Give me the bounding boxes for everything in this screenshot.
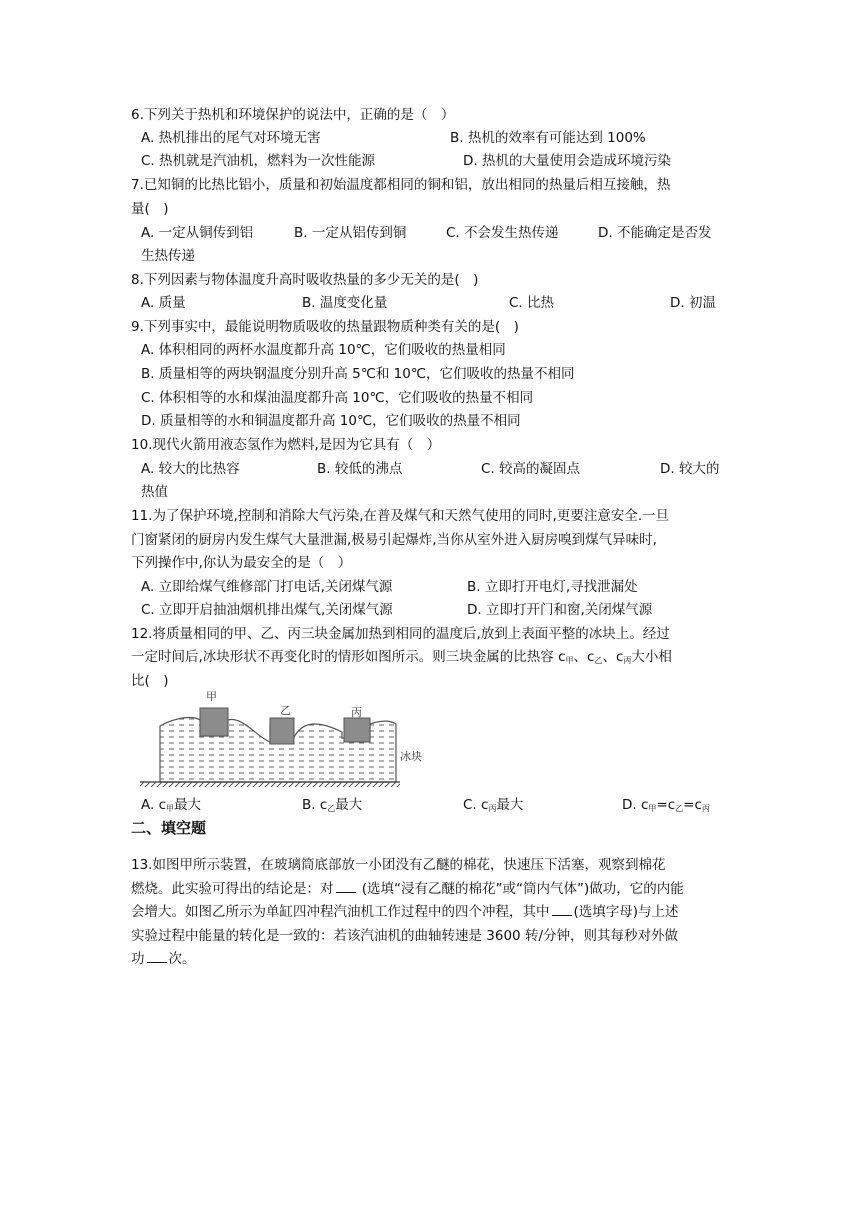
q12-option-a: A. $c_甲$最大 [141,797,202,813]
q11-option-c: C. 立即开启抽油烟机排出煤气,关闭煤气源 [141,602,393,618]
q8-option-d: D. 初温 [670,295,716,311]
q6-option-b: B. 热机的效率有可能达到 100% [450,130,646,146]
section-heading-fill-in: 二、填空题 [131,819,207,837]
q13-blank-2[interactable] [552,903,572,916]
q10-option-d-line2: 热值 [141,484,168,500]
q13-line5: 功 次。 [131,951,196,967]
label-bing: 丙 [351,706,362,719]
q9-stem: 9.下列事实中，最能说明物质吸收的热量跟物质种类有关的是( ) [131,319,519,335]
metal-block-bing [344,718,370,742]
q11-option-a: A. 立即给煤气维修部门打电话,关闭煤气源 [141,579,393,595]
q11-stem-line1: 11.为了保护环境,控制和消除大气污染,在普及煤气和天然气使用的同时,更要注意安全.一旦 [131,508,670,524]
label-ice: 冰块 [400,750,422,763]
q7-option-d-line1: D. 不能确定是否发 [598,225,712,241]
q12-stem-line3: 比( ) [131,673,169,689]
q10-stem: 10.现代火箭用液态氢作为燃料,是因为它具有（ ） [131,437,441,453]
q7-option-a: A. 一定从铜传到铝 [141,225,254,241]
q12-option-d: D. $c_甲=c_乙=c_丙$ [622,797,710,813]
q8-option-a: A. 质量 [141,295,186,311]
q11-option-b: B. 立即打开电灯,寻找泄漏处 [467,579,638,595]
q10-option-a: A. 较大的比热容 [141,461,240,477]
q10-option-c: C. 较高的凝固点 [481,461,581,477]
metal-block-jia [200,708,228,736]
q7-stem-line2: 量( ) [131,201,169,217]
q13-blank-1[interactable] [336,880,356,893]
q12-stem-line1: 12.将质量相同的甲、乙、丙三块金属加热到相同的温度后,放到上表面平整的冰块上。经过 [131,626,670,642]
q8-option-c: C. 比热 [509,295,555,311]
label-yi: 乙 [280,704,291,717]
q10-option-d-line1: D. 较大的 [660,461,720,477]
q12-option-c: C. $c_丙$最大 [463,797,524,813]
metal-block-yi [270,718,294,744]
q12-option-b: B. $c_乙$最大 [302,797,363,813]
q9-option-c: C. 体积相等的水和煤油温度都升高 10℃，它们吸收的热量不相同 [141,390,534,406]
q9-option-a: A. 体积相同的两杯水温度都升高 10℃，它们吸收的热量相同 [141,342,506,358]
metal-on-ice-figure [138,686,428,788]
q7-stem-line1: 7.已知铜的比热比铝小，质量和初始温度都相同的铜和铝，放出相同的热量后相互接触，热 [131,177,671,193]
q13-blank-3[interactable] [147,950,167,963]
q7-option-c: C. 不会发生热传递 [446,225,559,241]
q8-stem: 8.下列因素与物体温度升高时吸收热量的多少无关的是( ) [131,272,479,288]
q8-option-b: B. 温度变化量 [302,295,388,311]
q12-stem-line2: 一定时间后,冰块形状不再变化时的情形如图所示。则三块金属的比热容 $c_甲$、$c_乙$、$c_丙$大小相 [131,649,672,665]
q13-line2: 燃烧。此实验可得出的结论是：对 (选填“浸有乙醚的棉花”或“筒内气体”)做功，它的内能 [131,881,684,897]
q9-option-d: D. 质量相等的水和铜温度都升高 10℃，它们吸收的热量不相同 [141,413,521,429]
q7-option-d-line2: 生热传递 [141,248,195,264]
q6-option-a: A. 热机排出的尾气对环境无害 [141,130,321,146]
q13-line1: 13.如图甲所示装置，在玻璃筒底部放一小团没有乙醚的棉花，快速压下活塞，观察到棉花 [131,857,666,873]
q13-line4: 实验过程中能量的转化是一致的：若该汽油机的曲轴转速是 3600 转/分钟，则其每秒对外做 [131,928,678,944]
q6-stem: 6.下列关于热机和环境保护的说法中，正确的是（ ） [131,107,455,123]
q6-option-d: D. 热机的大量使用会造成环境污染 [463,153,671,169]
ground-hatch [140,782,400,787]
label-jia: 甲 [206,690,217,703]
q9-option-b: B. 质量相等的两块钢温度分别升高 5℃和 10℃，它们吸收的热量不相同 [141,366,575,382]
q7-option-b: B. 一定从铝传到铜 [294,225,407,241]
q11-option-d: D. 立即打开门和窗,关闭煤气源 [467,602,653,618]
q11-stem-line3: 下列操作中,你认为最安全的是（ ） [131,555,352,571]
q11-stem-line2: 门窗紧闭的厨房内发生煤气大量泄漏,极易引起爆炸,当你从室外进入厨房嗅到煤气异味时, [131,532,657,548]
q13-line3: 会增大。如图乙所示为单缸四冲程汽油机工作过程中的四个冲程，其中 (选填字母)与上述 [131,904,679,920]
q6-option-c: C. 热机就是汽油机，燃料为一次性能源 [141,153,376,169]
q10-option-b: B. 较低的沸点 [317,461,403,477]
